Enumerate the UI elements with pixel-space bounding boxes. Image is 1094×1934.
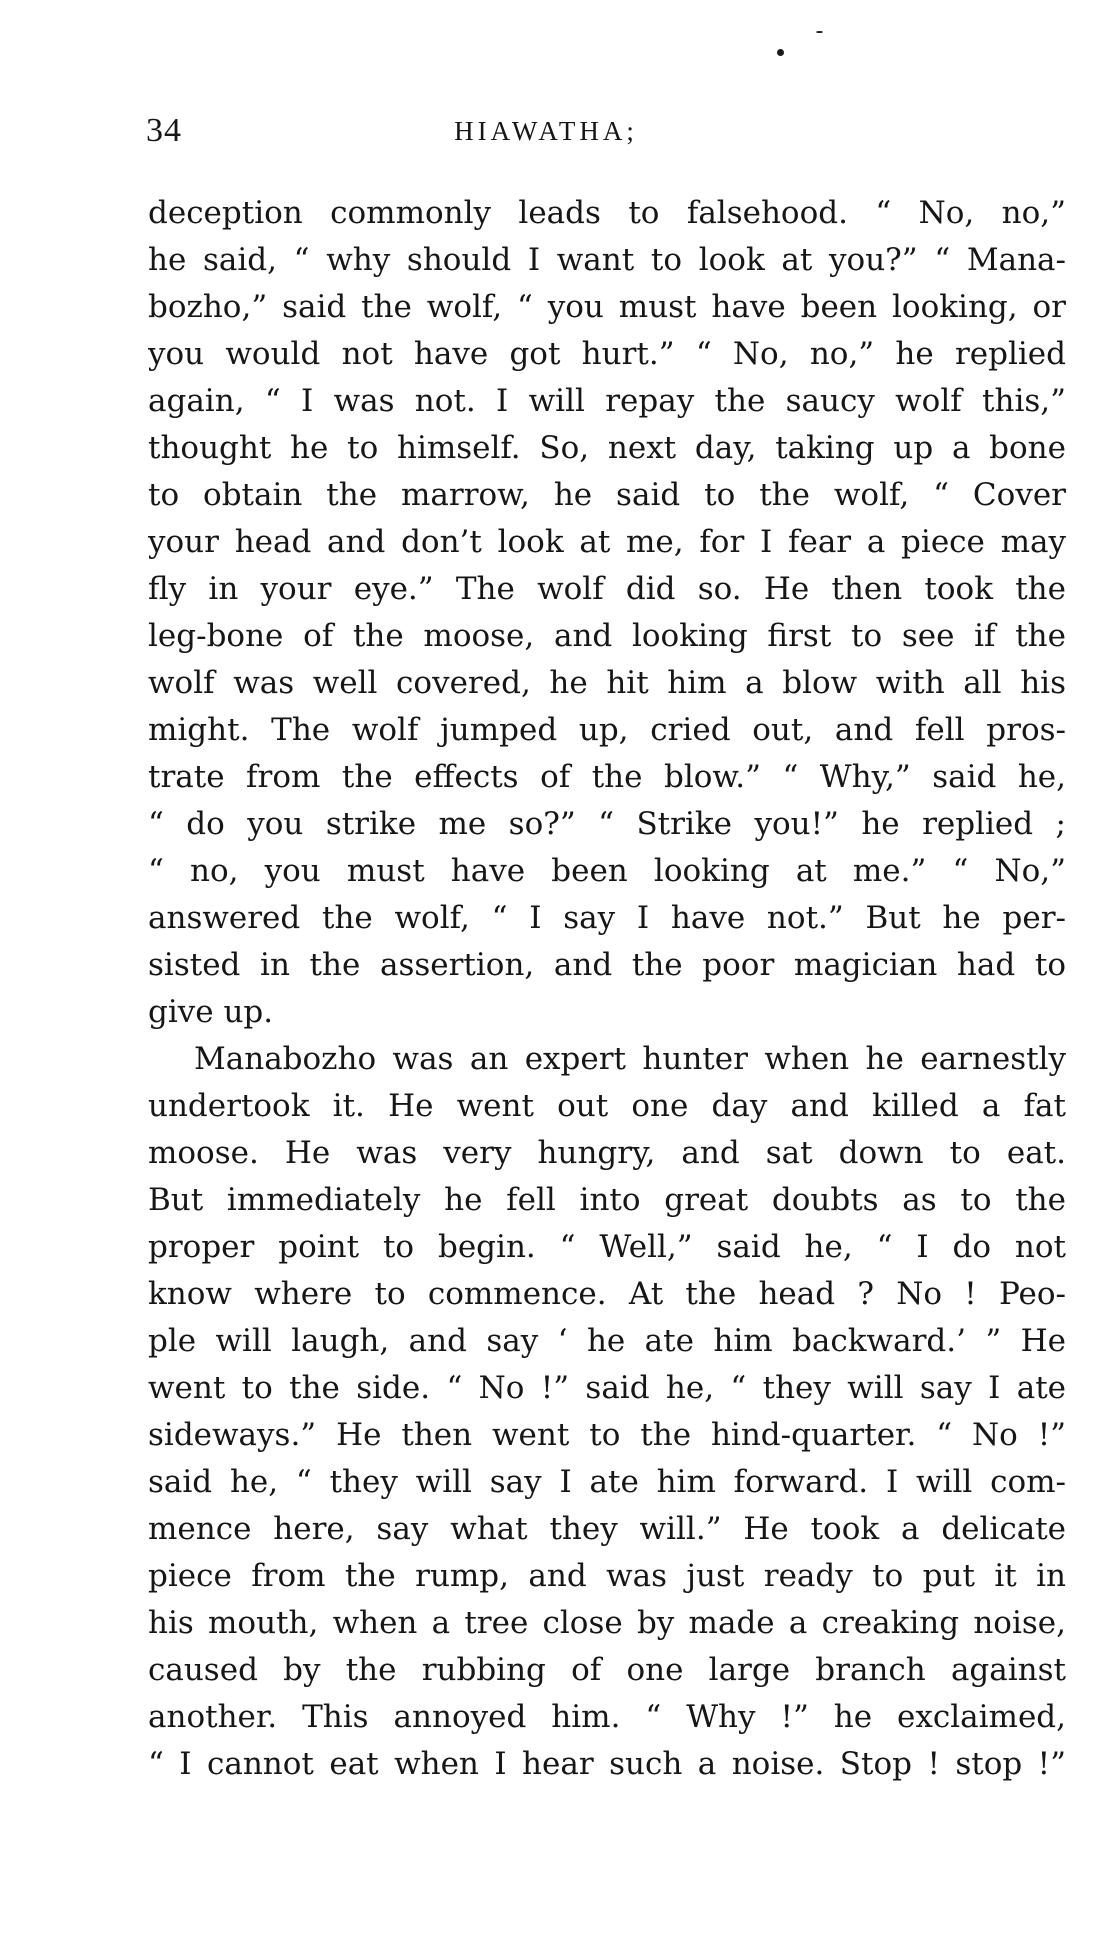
text-line: to obtain the marrow, he said to the wolf, “ Cover (148, 477, 1066, 513)
paragraph-end-line: give up. (148, 994, 274, 1030)
text-line: “ do you strike me so?” “ Strike you!” he replied ; (148, 806, 1066, 842)
text-line: sideways.” He then went to the hind-quarter. “ No !” (148, 1417, 1066, 1453)
running-head: HIAWATHA; (454, 116, 638, 146)
text-line: he said, “ why should I want to look at you?” “ Mana- (148, 242, 1066, 278)
ink-speck (777, 49, 784, 56)
text-line: might. The wolf jumped up, cried out, and fell pros- (148, 712, 1066, 748)
text-line: “ no, you must have been looking at me.” “ No,” (148, 853, 1066, 889)
paragraph-first-line: Manabozho was an expert hunter when he earnestly (194, 1041, 1066, 1077)
text-line: know where to commence. At the head ? No ! Peo- (148, 1276, 1066, 1312)
text-line: you would not have got hurt.” “ No, no,” he replied (148, 336, 1066, 372)
page-header (146, 112, 946, 152)
text-line: answered the wolf, “ I say I have not.” But he per- (148, 900, 1066, 936)
ink-speck (816, 31, 823, 33)
text-line: caused by the rubbing of one large branch against (148, 1652, 1066, 1688)
text-line: proper point to begin. “ Well,” said he, “ I do not (148, 1229, 1066, 1265)
text-line: piece from the rump, and was just ready to put it in (148, 1558, 1066, 1594)
text-line: mence here, say what they will.” He took a delicate (148, 1511, 1066, 1547)
text-line: said he, “ they will say I ate him forward. I will com- (148, 1464, 1066, 1500)
page-number: 34 (146, 112, 182, 149)
text-line: wolf was well covered, he hit him a blow with all his (148, 665, 1066, 701)
text-line: leg-bone of the moose, and looking first to see if the (148, 618, 1066, 654)
text-line: fly in your eye.” The wolf did so. He then took the (148, 571, 1066, 607)
text-line: deception commonly leads to falsehood. “ No, no,” (148, 195, 1066, 231)
text-line: your head and don’t look at me, for I fear a piece may (148, 524, 1066, 560)
text-line: But immediately he fell into great doubts as to the (148, 1182, 1066, 1218)
text-line: trate from the effects of the blow.” “ Why,” said he, (148, 759, 1066, 795)
text-line: “ I cannot eat when I hear such a noise. Stop ! stop !” (148, 1746, 1066, 1782)
text-line: his mouth, when a tree close by made a creaking noise, (148, 1605, 1066, 1641)
text-line: again, “ I was not. I will repay the saucy wolf this,” (148, 383, 1066, 419)
text-line: thought he to himself. So, next day, taking up a bone (148, 430, 1066, 466)
text-line: ple will laugh, and say ‘ he ate him backward.’ ” He (148, 1323, 1066, 1359)
text-line: bozho,” said the wolf, “ you must have been looking, or (148, 289, 1066, 325)
text-line: undertook it. He went out one day and killed a fat (148, 1088, 1066, 1124)
text-line: another. This annoyed him. “ Why !” he exclaimed, (148, 1699, 1066, 1735)
text-line: sisted in the assertion, and the poor magician had to (148, 947, 1066, 983)
text-line: moose. He was very hungry, and sat down to eat. (148, 1135, 1066, 1171)
text-line: went to the side. “ No !” said he, “ they will say I ate (148, 1370, 1066, 1406)
body-text (148, 190, 1066, 1788)
